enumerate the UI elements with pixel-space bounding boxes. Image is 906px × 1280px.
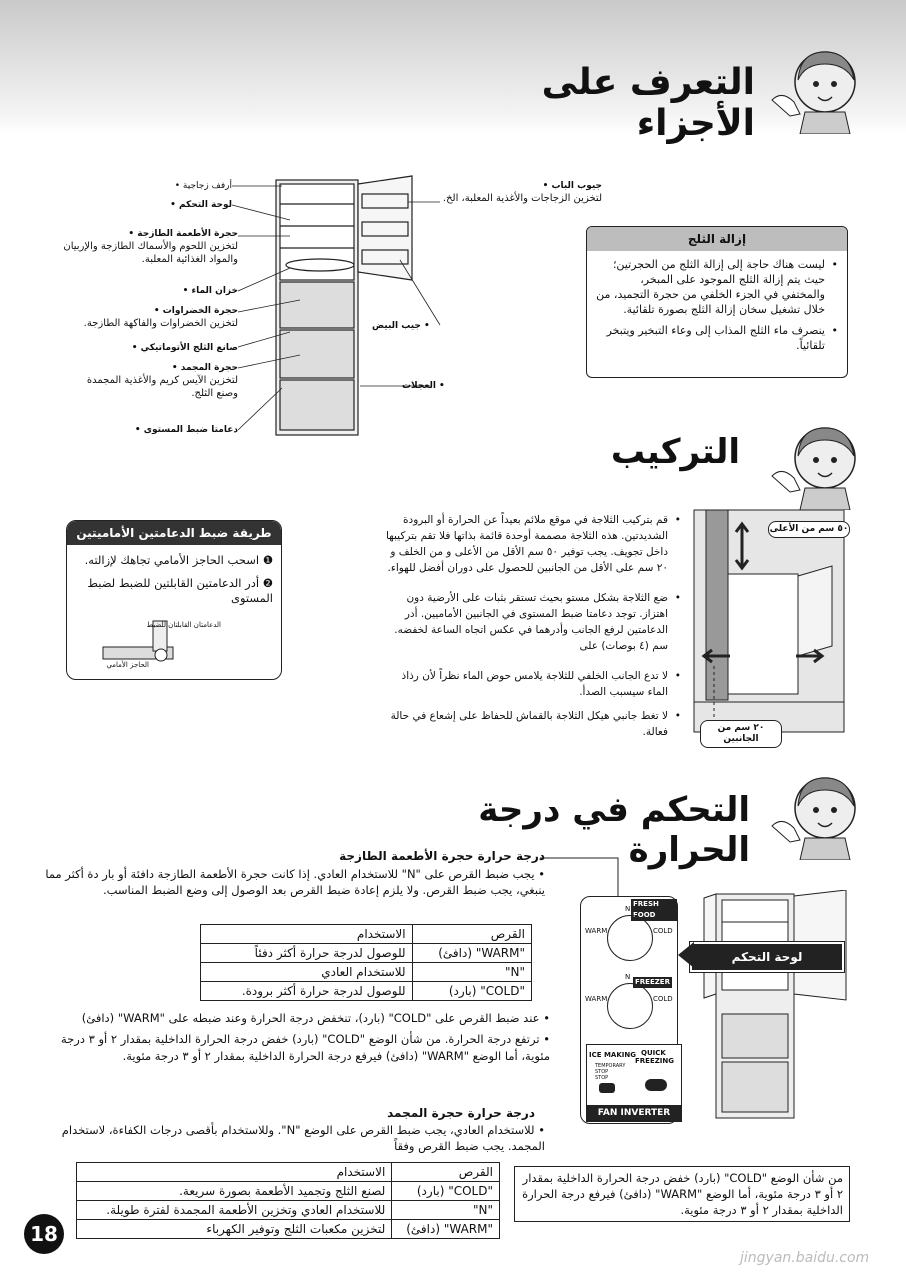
part-ice-maker: صانع الثلج الأتوماتيكي [140, 343, 238, 353]
quick-freezing-button[interactable] [645, 1079, 667, 1091]
mascot-icon [770, 418, 860, 510]
note-box: من شأن الوضع "COLD" (بارد) خفض درجة الحرارة الداخلية بمقدار ٢ أو ٣ درجة مئوية، أما الوضع "WARM" (دافئ) فيرفع درجة الحرارة الداخلية بمقدار ٢ أو ٣ درجة مئوية. [514, 1166, 850, 1222]
fridge-open-figure [700, 890, 852, 1122]
defrost-title: إزالة الثلج [587, 227, 847, 251]
fresh-temp-text: • يجب ضبط القرص على "N" للاستخدام العادي. إذا كانت حجرة الأطعمة الطازجة دافئة أو بار دة أكثر مما ينبغي، يجب ضبط القرص. ولا يلزم إعادة ضبط القرص بعد الوصول إلى وضع الضبط المناسب. [45, 867, 545, 897]
freezer-dial-table: القرص الاستخدام "COLD" (بارد) لصنع الثلج وتجميد الأطعمة بصورة سريعة. "N" للاستخدام العادي وتخزين الأطعمة المجمدة لفترة طويلة. "WARM" (دافئ) لتخزين مكعبات الثلج وتوفير الكهرباء [76, 1162, 500, 1239]
installation-item: • لا تغط جانبي هيكل الثلاجة بالقماش للحفاظ على إشعاع في حالة فعالة. [380, 708, 668, 740]
installation-item: • لا تدع الجانب الخلفي للثلاجة يلامس حوض الماء نظراً لأن رذاذ الماء سيسبب الصدأ. [380, 668, 668, 700]
defrost-box [586, 226, 848, 378]
part-vegetable: حجرة الخضراوات • لتخزين الخضراوات والفاكهة الطازجة. [83, 306, 238, 329]
part-control-panel: لوحة التحكم [178, 200, 232, 210]
leveling-title: طريقة ضبط الدعامتين الأماميتين [67, 521, 281, 545]
part-wheels: • العجلات [402, 381, 445, 391]
leveling-step-1: ❶ اسحب الحاجز الأمامي تجاهك لإزالته. [84, 553, 273, 567]
installation-title: التركيب [610, 432, 740, 472]
ice-panel: ICE MAKING TEMPORARY STOP STOP QUICK FREEZING FAN INVERTER [586, 1044, 682, 1122]
freezer-temp-text: • للاستخدام العادي، يجب ضبط القرص على الوضع "N". وللاستخدام بأقصى درجات الكفاءة، لاستخدام المجمد. يجب ضبط القرص وفقاً [61, 1123, 545, 1153]
table-row: "COLD" (بارد) للوصول لدرجة حرارة أكثر برودة. [201, 982, 532, 1001]
table-row: "N" للاستخدام العادي [201, 963, 532, 982]
label-front-guard: الحاجز الأمامي [106, 661, 149, 669]
part-door-pockets: جيوب الباب • لتخزين الزجاجات والأغذية المعلبة، الخ. [442, 181, 602, 204]
installation-item: • ضع الثلاجة بشكل مستو بحيث تستقر بثبات على الأرضية دون اهتزاز. توجد دعامتا ضبط المستوى في الجانبين الأماميين. أدر الدعامتين لرفع الجانب وأدرهما في عكس اتجاه الساعة لخفضه. سم (٤ بوصات) على [380, 590, 668, 654]
table-row: "WARM" (دافئ) للوصول لدرجة حرارة أكثر دفئاً [201, 944, 532, 963]
freezer-temp-heading: درجة حرارة حجرة المجمد [387, 1106, 535, 1120]
arrow-left-icon [676, 940, 696, 970]
installation-item: • قم بتركيب الثلاجة في موقع ملائم بعيداً عن الحرارة أو البرودة الشديدتين. هذه الثلاجة مصممة أوحدة قائمة بذاتها فلا تقم بتركيبها داخل تجويف. يجب توفير ٥٠ سم الأقل من الأعلى و من الخلف و ٢٠ سم على الأقل من الجانبين للحصول على دوران أفضل للهواء. [380, 512, 668, 576]
fresh-dial-table: القرص الاستخدام "WARM" (دافئ) للوصول لدرجة حرارة أكثر دفئاً "N" للاستخدام العادي "COLD" (بارد) للوصول لدرجة حرارة أكثر برودة. [200, 924, 532, 1001]
page-number: 18 [24, 1214, 64, 1254]
label-top-clearance: ٥٠ سم من الأعلى [768, 521, 850, 538]
leveling-box [66, 520, 282, 680]
installation-list [380, 512, 682, 746]
temp-notes: • عند ضبط القرص على "COLD" (بارد)، تنخفض درجة الحرارة وعند ضبطه على "WARM" (دافئ) • ترتفع درجة الحرارة. من شأن الوضع "COLD" (بارد) خفض درجة الحرارة الداخلية بمقدار ٢ أو ٣ درجة مئوية، أما الوضع "WARM" (دافئ) فيرفع درجة الحرارة الداخلية بمقدار ٢ أو ٣ درجة مئوية. [61, 1011, 550, 1063]
table-row: "COLD" (بارد) لصنع الثلج وتجميد الأطعمة بصورة سريعة. [77, 1182, 500, 1201]
part-water-tank: خزان الماء [191, 286, 238, 296]
control-panel-label: لوحة التحكم [690, 942, 844, 972]
fresh-temp-heading: درجة حرارة حجرة الأطعمة الطازجة [339, 849, 545, 863]
mascot-icon [770, 42, 860, 134]
mascot-icon [770, 768, 860, 860]
table-row: "N" للاستخدام العادي وتخزين الأطعمة المجمدة لفترة طويلة. [77, 1201, 500, 1220]
leveling-step-2: ❷ أدر الدعامتين القابلتين للضبط لضبط المستوى [87, 576, 273, 605]
part-leveling-feet: دعامتا ضبط المستوى [143, 425, 238, 435]
freezer-dial[interactable] [607, 983, 653, 1029]
part-fresh-food: حجرة الأطعمة الطازجة • لتخزين اللحوم والأسماك الطازجة والإربيان والمواد الغذائية المعلبة. [63, 229, 238, 265]
table-row: "WARM" (دافئ) لتخزين مكعبات الثلج وتوفير الكهرباء [77, 1220, 500, 1239]
control-panel: FRESH FOOD N WARM COLD FREEZER N WARM COLD [580, 896, 678, 1124]
label-adjustable-feet: الدعامتان القابلتان للضبط [146, 621, 221, 629]
part-egg-pocket: • جيب البيض [372, 321, 430, 331]
part-freezer: حجرة المجمد • لتخزين الآيس كريم والأغذية المجمدة وصنع الثلج. [86, 363, 238, 399]
watermark: jingyan.baidu.com [740, 1250, 870, 1266]
defrost-item: • ينصرف ماء الثلج المذاب إلى وعاء التبخير ويتبخر تلقائياً. [595, 323, 825, 353]
connector-line [540, 850, 630, 898]
part-glass-shelves: أرفف زجاجية [182, 181, 232, 191]
page-title: التعرف على الأجزاء [541, 62, 755, 144]
label-side-clearance: ٢٠ سم من الجانبين [700, 720, 782, 748]
fresh-food-dial[interactable] [607, 915, 653, 961]
installation-figure [686, 506, 852, 740]
icemaking-button[interactable] [599, 1083, 615, 1093]
temperature-title: التحكم في درجة الحرارة [478, 790, 750, 870]
defrost-item: • ليست هناك حاجة إلى إزالة الثلج من الحجرتين؛ حيث يتم إزالة الثلج الموجود على المبخر، والمختفي في الجزء الخلفي من حجرة التجميد، من خلال تشغيل سخان إزالة الثلج بصورة تلقائية. [595, 257, 825, 317]
